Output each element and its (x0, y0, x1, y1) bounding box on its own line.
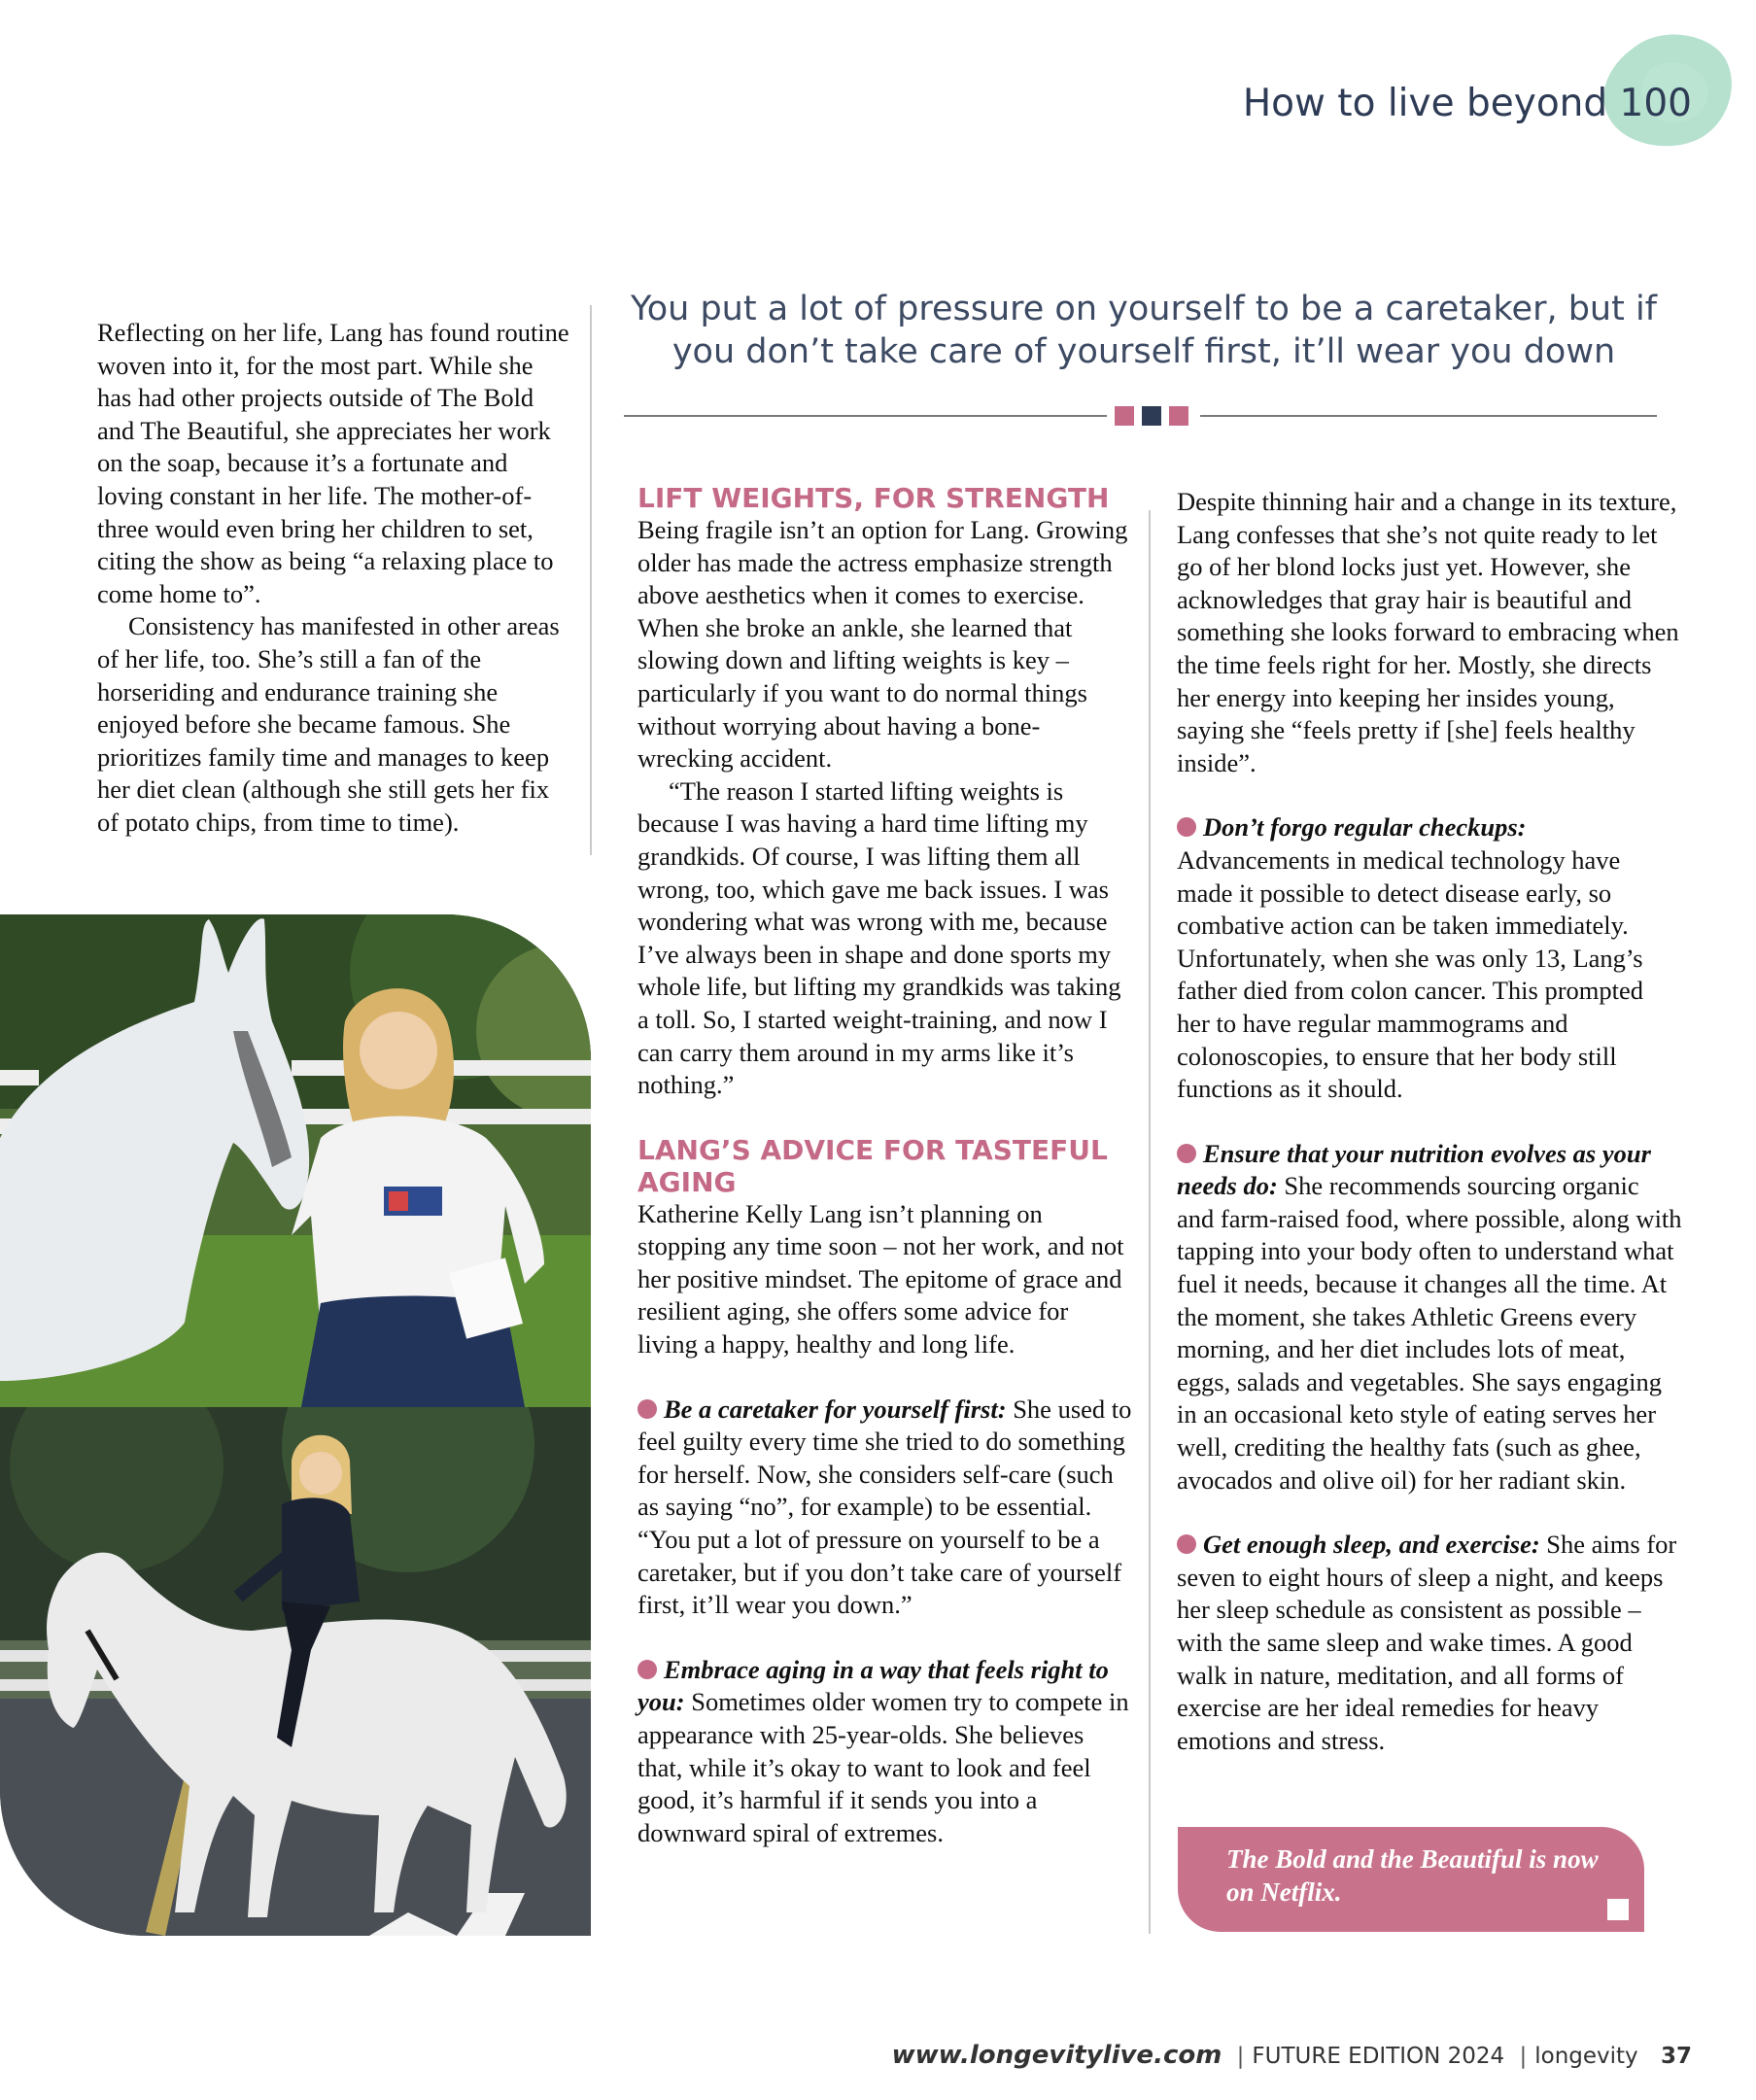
page-footer (892, 2041, 1692, 2070)
bullet-icon (1177, 1144, 1196, 1163)
tip-body: She used to feel guilty every time she tried to do something for herself. Now, she considers self-care (such as saying “no”, for example) to be essential. “You put a lot of pressure on yourself to be a caretaker, but if you don’t take care of yourself first, it’ll wear you down.” (637, 1394, 1132, 1620)
tip-lead: Don’t forgo regular checkups: (1203, 812, 1527, 843)
tip-body: She recommends sourcing organic and farm-raised food, where possible, along with tapping into your body often to understand what fuel it needs, because it changes all the time. At the moment, she takes Athletic Greens every morning, and her diet includes lots of meat, eggs, salads and vegetables. She says engaging in an occasional keto style of eating serves her well, crediting the healthy fats (such as ghee, avocados and olive oil) for her radiant skin. (1177, 1171, 1682, 1495)
column-divider (590, 305, 592, 855)
tip-caretaker (637, 1394, 1133, 1622)
netflix-callout (1178, 1827, 1644, 1932)
bullet-icon (637, 1399, 657, 1419)
bullet-icon (1177, 817, 1196, 837)
divider-rule-left (624, 415, 1107, 417)
tip-lead: Get enough sleep, and exercise: (1203, 1530, 1540, 1560)
tip-lead: Be a caretaker for yourself first: (664, 1394, 1007, 1424)
photo-woman-riding-horse (0, 1407, 591, 1936)
divider-square-pink (1115, 406, 1134, 426)
right-column (1177, 486, 1682, 1757)
tip-body: Sometimes older women try to compete in appearance with 25-year-olds. She believes that, while it’s okay to want to look and feel good, it’s harmful if it sends you into a downward spiral of extremes. (637, 1687, 1129, 1847)
footer-separator: | (1236, 2044, 1245, 2069)
pull-quote: You put a lot of pressure on yourself to be a caretaker, but if you don’t take care of yourself first, it’ll wear you down (631, 290, 1657, 371)
section-title: How to live beyond 100 (1242, 82, 1692, 125)
paragraph: Being fragile isn’t an option for Lang. Growing older has made the actress emphasize strength above aesthetics when it comes to exercise. When she broke an ankle, she learned that slowing down and lifting weights is key – particularly if you want to do normal things without worrying about having a bone-wrecking accident. (637, 515, 1128, 774)
subheading-lift-weights: LIFT WEIGHTS, FOR STRENGTH (637, 482, 1110, 514)
divider-square-navy (1142, 406, 1161, 426)
footer-edition: FUTURE EDITION 2024 (1252, 2044, 1505, 2069)
middle-column (637, 482, 1133, 1849)
paragraph: Consistency has manifested in other areas of her life, too. She’s still a fan of the horseriding and endurance training she enjoyed before she became famous. She prioritizes family time and manages to keep her diet clean (although she still gets her fix of potato chips, from time to time). (97, 611, 560, 837)
tip-body: Advancements in medical technology have made it possible to detect disease early, so combative action can be taken immediately. Unfortunately, when she was only 13, Lang’s father died from colon cancer. This prompted her to have regular mammograms and colonoscopies, to ensure that her body still functions as it should. (1177, 844, 1644, 1104)
tip-lead: Embrace aging in a way that feels right to you: (637, 1654, 1109, 1717)
tip-lead: Ensure that your nutrition evolves as your needs do: (1177, 1138, 1651, 1201)
left-column (97, 317, 573, 840)
paragraph: Despite thinning hair and a change in its texture, Lang confesses that she’s not quite ready to let go of her blond locks just yet. However, she acknowledges that gray hair is beautiful and something she looks forward to embracing when the time feels right for her. Mostly, she directs her energy into keeping her insides young, saying she “feels pretty if [she] feels healthy inside”. (1177, 487, 1679, 777)
callout-text: The Bold and the Beautiful is now on Netflix. (1226, 1844, 1599, 1907)
tip-body: She aims for seven to eight hours of sleep a night, and keeps her sleep schedule as consistent as possible – with the same sleep and wake times. A good walk in nature, meditation, and all forms of exercise are her ideal remedies for heavy emotions and stress. (1177, 1530, 1677, 1755)
bullet-icon (1177, 1534, 1196, 1554)
footer-brand: longevity (1534, 2044, 1638, 2069)
paragraph: “The reason I started lifting weights is because I was having a hard time lifting my grandkids. Of course, I was lifting them all wrong, too, which gave me back issues. I was wondering what was wrong with me, because I’ve always been in shape and done sports my whole life, but lifting my grandkids was taking a toll. So, I started weight-training, and now I can carry them around in my arms like it’s nothing.” (637, 775, 1121, 1100)
bullet-icon (637, 1660, 657, 1679)
divider-rule-right (1200, 415, 1657, 417)
footer-url: www.longevitylive.com (891, 2041, 1222, 2070)
tip-nutrition (1177, 1138, 1682, 1498)
tip-checkups (1177, 811, 1682, 1105)
column-divider (1149, 510, 1151, 1934)
divider-square-pink (1169, 406, 1188, 426)
paragraph: Reflecting on her life, Lang has found routine woven into it, for the most part. While she has had other projects outside of The Bold and The Beautiful, she appreciates her work on the soap, because it’s a fortunate and loving constant in her life. The mother-of-three would even bring her children to set, citing the show as being “a relaxing place to come home to”. (97, 318, 569, 608)
paragraph: Katherine Kelly Lang isn’t planning on stopping any time soon – not her work, and not her positive mindset. The epitome of grace and resilient aging, she offers some advice for living a happy, healthy and long life. (637, 1198, 1124, 1360)
photo-woman-with-horse (0, 914, 591, 1407)
footer-separator: | (1519, 2044, 1528, 2069)
tip-embrace-aging (637, 1654, 1133, 1850)
subheading-advice: LANG’S ADVICE FOR TASTEFUL AGING (637, 1133, 1108, 1198)
tip-sleep-exercise (1177, 1529, 1682, 1757)
page-number: 37 (1660, 2044, 1692, 2069)
callout-square-icon (1607, 1899, 1629, 1920)
